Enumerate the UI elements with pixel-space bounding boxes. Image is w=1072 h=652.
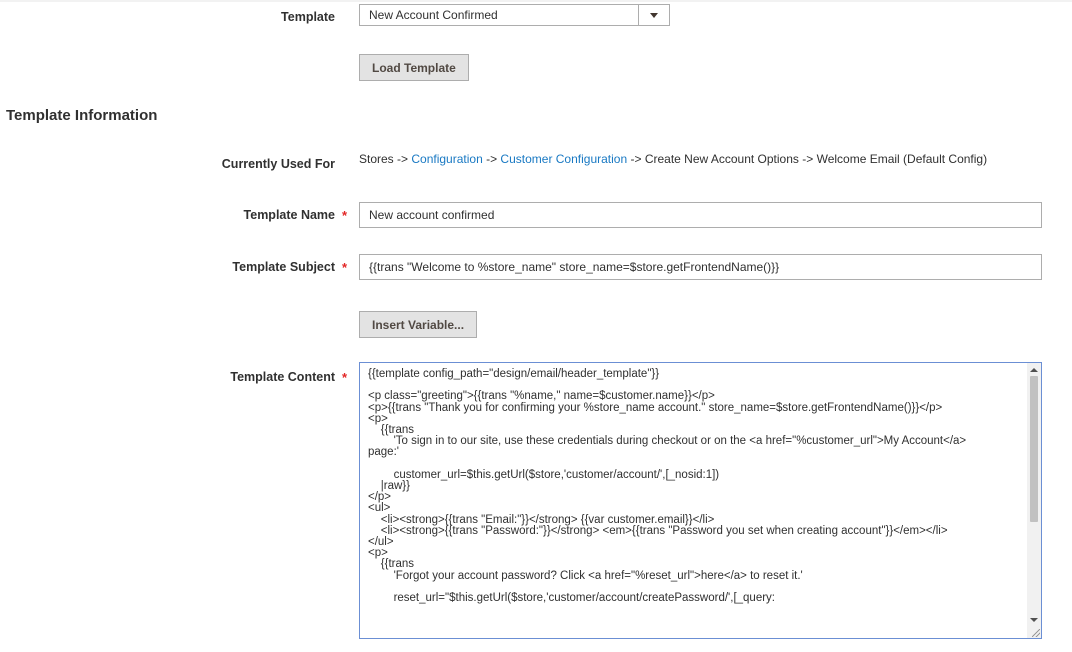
resize-grip-icon[interactable] xyxy=(1032,629,1040,637)
template-select-value: New Account Confirmed xyxy=(369,8,498,22)
template-name-input[interactable] xyxy=(359,202,1042,228)
scroll-thumb[interactable] xyxy=(1030,376,1038,522)
currently-used-for-path xyxy=(359,152,987,166)
template-name-required-mark: * xyxy=(342,208,348,223)
path-prefix: Stores -> xyxy=(359,152,412,166)
template-content-text[interactable]: {{template config_path="design/email/header_template"}} <p class="greeting">{{trans "%name," name=$customer.name}}</p> <p>{{trans "Thank you for confirming your %store_name account." store_name=$store.getFrontendName()}}</p> <p> {{trans 'To sign in to our site, use these credentials during checkout or on the <a href="%customer_url">My Account</a> page:' customer_url=$this.getUrl($store,'customer/account/',[_nosid:1]) |raw}} </p> <ul> <li><strong>{{trans "Email:"}}</strong> {{var customer.email}}</li> <li><strong>{{trans "Password:"}}</strong> <em>{{trans "Password you set when creating account"}}</em></li> </ul> <p> {{trans 'Forgot your account password? Click <a href="%reset_url">here</a> to reset it.' reset_url="$this.getUrl($store,'customer/account/createPassword/',[_query: xyxy=(368,368,967,605)
customer-configuration-link[interactable]: Customer Configuration xyxy=(500,152,628,166)
template-content-textarea[interactable] xyxy=(359,362,1042,639)
template-select-toggle[interactable] xyxy=(638,5,669,25)
configuration-link[interactable]: Configuration xyxy=(411,152,483,166)
load-template-button[interactable]: Load Template xyxy=(359,54,469,81)
scroll-up-icon[interactable] xyxy=(1030,368,1038,372)
template-subject-label: Template Subject xyxy=(232,260,335,274)
insert-variable-button[interactable]: Insert Variable... xyxy=(359,311,477,338)
template-label: Template xyxy=(281,10,335,24)
scroll-down-icon[interactable] xyxy=(1030,618,1038,622)
template-content-label: Template Content xyxy=(230,370,335,384)
template-name-label: Template Name xyxy=(243,208,335,222)
template-subject-required-mark: * xyxy=(342,260,348,275)
path-separator: -> xyxy=(482,152,501,166)
template-select[interactable] xyxy=(359,4,670,26)
top-divider xyxy=(0,0,1072,2)
section-title: Template Information xyxy=(6,107,158,124)
chevron-down-icon xyxy=(650,13,658,18)
textarea-scrollbar[interactable] xyxy=(1027,363,1041,638)
template-content-required-mark: * xyxy=(342,370,348,385)
path-suffix: -> Create New Account Options -> Welcome Email (Default Config) xyxy=(627,152,988,166)
currently-used-for-label: Currently Used For xyxy=(221,157,335,171)
template-subject-input[interactable] xyxy=(359,254,1042,280)
